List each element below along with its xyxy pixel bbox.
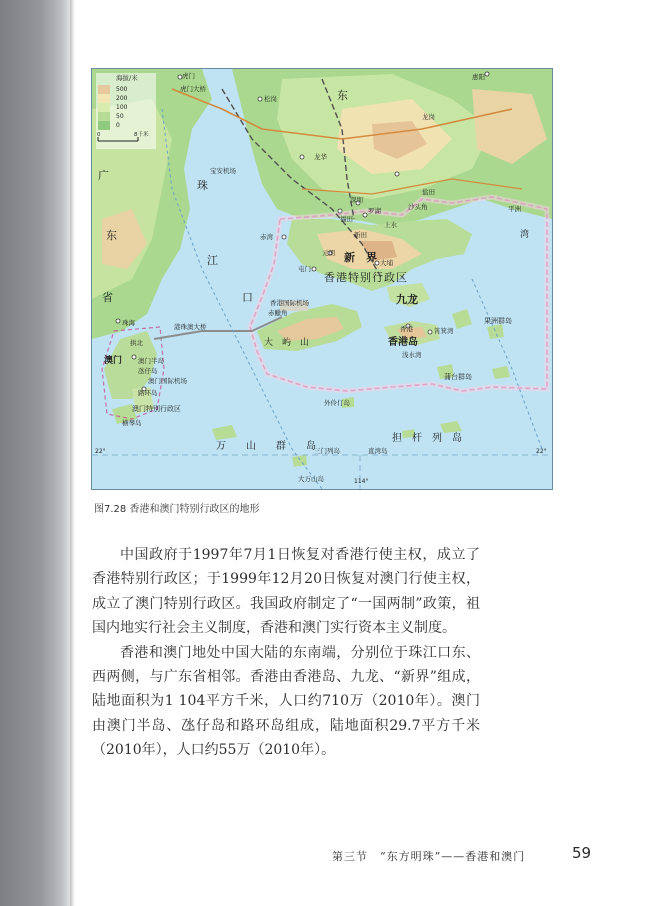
label-songgang: 松岗	[264, 95, 277, 103]
label-pearl-1: 珠	[197, 179, 208, 192]
label-macau-airport: 澳门国际机场	[148, 377, 187, 385]
label-zhiwan: 直湾岛	[368, 447, 388, 455]
label-tuenmun: 屯门	[298, 265, 311, 273]
page-number: 59	[572, 844, 592, 862]
label-pingzhou: 平洲	[508, 205, 521, 213]
scale-zero: 0	[97, 132, 101, 138]
legend-level: 0	[116, 122, 120, 129]
label-lantau: 大 屿 山	[264, 338, 310, 348]
label-guangdong-3: 省	[102, 291, 113, 304]
label-taipa: 氹仔岛	[138, 367, 158, 375]
label-huiyang: 惠阳	[472, 73, 485, 81]
label-lat-22-right: 22°	[536, 448, 547, 455]
label-shenzhen: 深圳	[350, 196, 363, 204]
label-hk-island: 香港岛	[388, 337, 418, 348]
label-humen-bridge: 虎门大桥	[180, 85, 206, 93]
label-zhuhai: 珠海	[122, 319, 135, 327]
label-yuenlong: 元朗	[322, 249, 335, 257]
label-dongguan: 东	[337, 89, 348, 102]
label-coloane: 路环岛	[138, 389, 158, 397]
label-baoan-airport: 宝安机场	[210, 167, 236, 175]
label-shau-kei-wan: 筲箕湾	[434, 327, 454, 335]
legend-title: 海拔/米	[116, 74, 138, 82]
label-macau-peninsula: 澳门半岛	[138, 357, 164, 365]
label-macau: 澳门	[104, 356, 123, 366]
label-kowloon: 九龙	[396, 293, 418, 306]
label-dangan: 担 杆 列 岛	[392, 433, 462, 444]
label-hk-sar: 香港特别行政区	[324, 271, 408, 284]
label-sanmen: 三门列岛	[314, 447, 340, 455]
legend-swatch-0	[98, 121, 110, 130]
label-chek-lap-kok: 赤鱲角	[268, 309, 288, 317]
label-luohu: 罗湖	[368, 207, 381, 215]
label-lat-22-left: 22°	[95, 448, 106, 455]
label-outer-lingding: 外伶仃岛	[324, 399, 350, 407]
label-pearl-2: 江	[207, 254, 218, 267]
legend-swatch-500	[98, 85, 110, 94]
label-futian: 福田	[340, 215, 353, 223]
label-new-territories: 新 界	[344, 251, 377, 264]
label-longgang: 龙岗	[422, 113, 435, 121]
label-bay: 湾	[520, 230, 530, 240]
label-xintian: 新田	[354, 231, 367, 239]
label-guangdong-2: 东	[106, 229, 117, 242]
figure-caption: 图7.28 香港和澳门特别行政区的地形	[94, 504, 260, 515]
label-shatoujiao: 沙头角	[408, 203, 428, 211]
label-bridge: 港珠澳大桥	[174, 323, 207, 331]
label-guangdong-1: 广	[98, 169, 109, 182]
label-macau-sar: 澳门特别行政区	[132, 405, 181, 413]
book-binding-shadow	[0, 0, 74, 906]
label-taipo: 大埔	[380, 259, 393, 267]
label-hk-city: 香港	[400, 325, 413, 333]
label-pearl-3: 口	[242, 291, 253, 304]
label-hk-airport: 香港国际机场	[270, 299, 309, 307]
legend-level: 500	[116, 86, 128, 93]
label-shangshui: 上水	[384, 221, 397, 229]
legend-swatch-50	[98, 112, 110, 121]
label-wanshan: 万 山 群 岛	[216, 441, 316, 452]
legend-level: 200	[116, 95, 128, 102]
running-footer-title: 第三节 “东方明珠”——香港和澳门	[332, 850, 526, 863]
scale-label: 8千米	[134, 132, 149, 138]
label-chiwan: 赤湾	[260, 233, 273, 241]
label-gongbei: 拱北	[130, 339, 143, 347]
label-humen: 虎门	[182, 72, 195, 80]
label-lon-114: 114°	[354, 478, 369, 485]
legend-level: 100	[116, 104, 128, 111]
label-ninepin: 果洲群岛	[484, 317, 512, 325]
label-hengqin: 横琴岛	[122, 419, 142, 427]
elevation-legend	[96, 73, 156, 149]
label-repulse-bay: 浅水湾	[402, 351, 422, 359]
hk-macau-terrain-map	[91, 68, 553, 490]
legend-swatch-200	[98, 94, 110, 103]
label-dawanshan: 大万山岛	[298, 475, 324, 483]
label-po-toi: 蒲台群岛	[444, 373, 472, 381]
paragraph: 香港和澳门地处中国大陆的东南端，分别位于珠江口东、西两侧，与广东省相邻。香港由香港岛、九龙、“新界”组成，陆地面积为1 104平方千米，人口约710万（2010年）。澳门由澳门半岛、氹仔岛和路环岛组成，陆地面积29.7平方千米（2010年），人口约55万（2010年）。	[92, 644, 480, 759]
legend-level: 50	[116, 113, 124, 120]
label-yantian: 盐田	[422, 188, 435, 196]
legend-swatch-100	[98, 103, 110, 112]
paragraph: 中国政府于1997年7月1日恢复对香港行使主权，成立了香港特别行政区；于1999年12月20日恢复对澳门行使主权，成立了澳门特别行政区。我国政府制定了“一国两制”政策，祖国内地实行社会主义制度，香港和澳门实行资本主义制度。	[92, 547, 480, 637]
body-text	[92, 543, 480, 763]
label-longhua: 龙华	[314, 153, 327, 161]
page-edge-shadow	[70, 0, 76, 906]
